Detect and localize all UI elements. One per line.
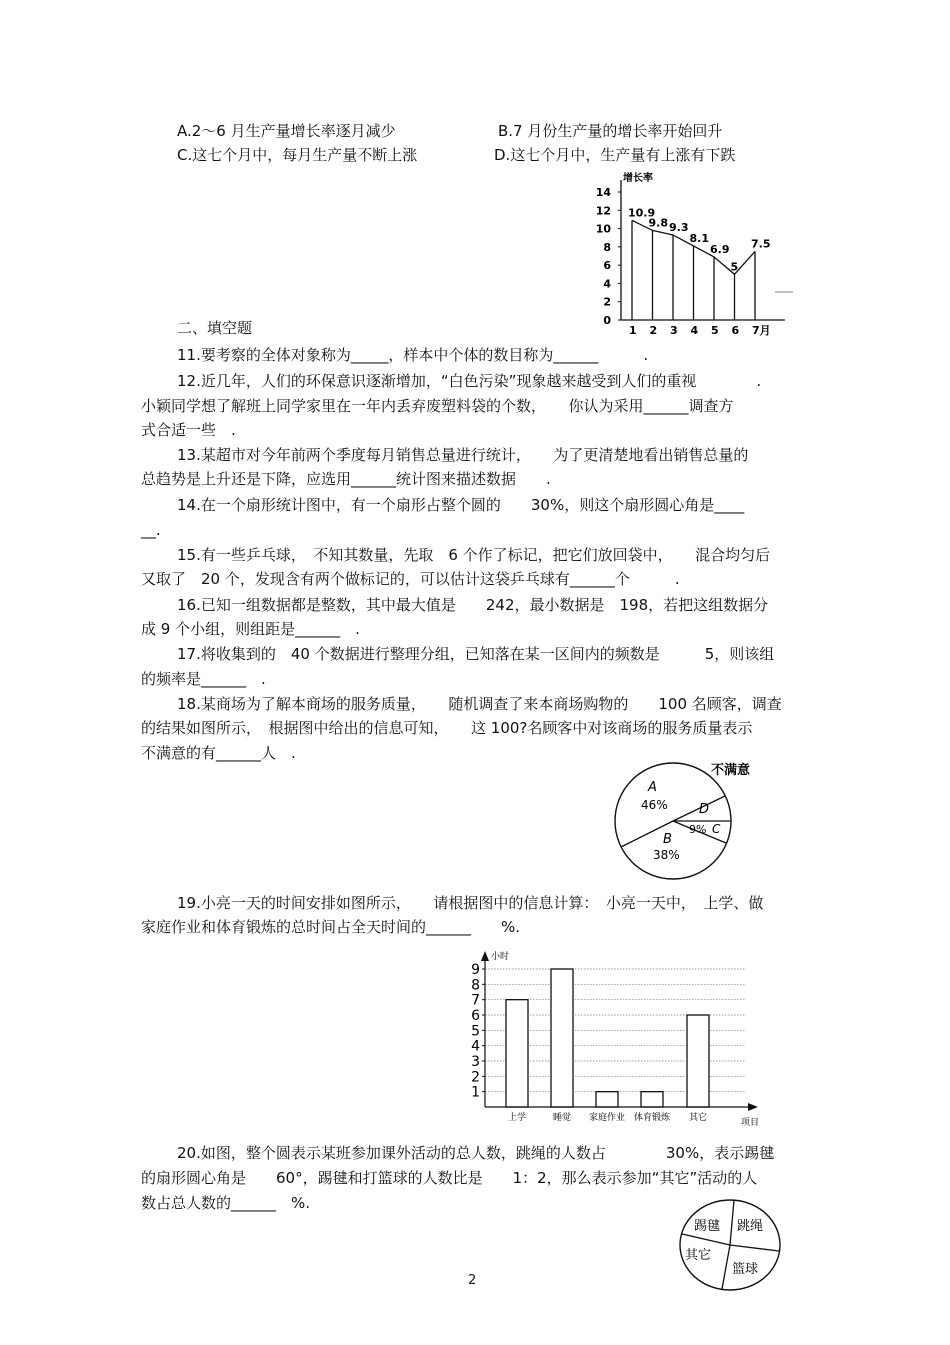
activities-pie-chart xyxy=(674,1196,789,1296)
slice-tijian-label: 踢毽 xyxy=(694,1219,721,1234)
question-15-line-1: 15.有一些乒乓球， 不知其数量，先取 6 个作了标记，把它们放回袋中， 混合均匀后 xyxy=(177,546,771,564)
question-12-line-1: 12.近几年，人们的环保意识逐渐增加，“白色污染”现象越来越受到人们的重视 . xyxy=(177,372,762,390)
daily-schedule-bar-chart xyxy=(465,945,770,1130)
slice-boundary xyxy=(682,1234,730,1245)
y-tick-label: 2 xyxy=(471,1069,480,1086)
option-a: A.2～6 月生产量增长率逐月减少 xyxy=(177,122,396,140)
y-tick-label: 6 xyxy=(603,259,611,273)
y-tick-label: 1 xyxy=(471,1084,480,1101)
y-tick-label: 2 xyxy=(603,295,611,309)
y-tick-label: 8 xyxy=(471,977,480,994)
growth-rate-line-chart xyxy=(585,168,810,340)
question-20-line-1: 20.如图，整个圆表示某班参加课外活动的总人数，跳绳的人数占 30%，表示踢毽 xyxy=(177,1144,775,1162)
y-tick-label: 10 xyxy=(595,222,611,236)
y-tick-label: 5 xyxy=(471,1023,480,1040)
slice-d-label: D xyxy=(699,802,710,817)
x-tick-label: 1 xyxy=(629,324,637,337)
x-tick-label: 3 xyxy=(670,324,678,337)
x-tick-label: 7月 xyxy=(752,324,771,337)
bar xyxy=(687,1015,709,1107)
slice-c-label: C xyxy=(712,822,721,836)
y-tick-label: 8 xyxy=(603,240,611,254)
question-15-line-2: 又取了 20 个，发现含有两个做标记的，可以估计这袋乒乓球有______个 . xyxy=(141,570,680,588)
slice-boundary xyxy=(730,1245,779,1251)
bar xyxy=(641,1092,663,1107)
slice-a-label: A xyxy=(648,780,657,795)
option-c: C.这七个月中，每月生产量不断上涨 xyxy=(177,146,418,164)
slice-tiaosheng-label: 跳绳 xyxy=(737,1219,764,1234)
category-label: 其它 xyxy=(688,1113,708,1123)
question-18-line-1: 18.某商场为了解本商场的服务质量， 随机调查了来本商场购物的 100 名顾客，调查 xyxy=(177,695,782,713)
question-12-line-3: 式合适一些 . xyxy=(141,421,236,439)
slice-c-percent: 9% xyxy=(689,823,707,836)
y-tick-label: 4 xyxy=(603,277,611,291)
x-axis-label: 项目 xyxy=(741,1118,760,1128)
slice-b-percent: 38% xyxy=(653,848,680,862)
question-12-line-2: 小颖同学想了解班上同学家里在一年内丢弃废塑料袋的个数， 你认为采用______调查方 xyxy=(141,397,734,415)
question-13-line-2: 总趋势是上升还是下降，应选用______统计图来描述数据 . xyxy=(141,470,551,488)
option-d: D.这七个月中，生产量有上涨有下跌 xyxy=(494,146,736,164)
satisfaction-pie-chart xyxy=(603,755,763,880)
slice-qita-label: 其它 xyxy=(685,1248,712,1263)
category-label: 家庭作业 xyxy=(588,1113,626,1123)
data-value-label: 8.1 xyxy=(689,231,709,245)
question-19-line-1: 19.小亮一天的时间安排如图所示， 请根据图中的信息计算： 小亮一天中， 上学、做 xyxy=(177,894,764,912)
data-value-label: 9.3 xyxy=(669,220,689,234)
question-14-line-2: __. xyxy=(141,521,161,539)
y-tick-label: 14 xyxy=(595,186,611,199)
y-axis-label: 小时 xyxy=(491,952,510,962)
question-11: 11.要考察的全体对象称为_____，样本中个体的数目称为______ . xyxy=(177,346,649,364)
question-19-line-2: 家庭作业和体育锻炼的总时间占全天时间的______ %. xyxy=(141,918,521,936)
page-number: 2 xyxy=(468,1273,477,1288)
question-14-line-1: 14.在一个扇形统计图中，有一个扇形占整个圆的 30%，则这个扇形圆心角是____ xyxy=(177,496,745,514)
slice-boundary xyxy=(730,1200,734,1245)
question-17-line-2: 的频率是______ . xyxy=(141,670,266,688)
x-axis-arrow xyxy=(748,1103,758,1111)
x-tick-label: 6 xyxy=(731,324,740,337)
unsatisfied-label: 不满意 xyxy=(711,763,751,778)
data-value-label: 5 xyxy=(730,260,739,274)
question-16-line-2: 成 9 个小组，则组距是______ . xyxy=(141,620,360,638)
slice-a-percent: 46% xyxy=(641,798,668,812)
data-value-label: 10.9 xyxy=(628,206,656,220)
y-tick-label: 3 xyxy=(471,1054,480,1070)
x-tick-label: 2 xyxy=(649,324,658,337)
x-tick-label: 5 xyxy=(711,324,719,337)
question-13-line-1: 13.某超市对今年前两个季度每月销售总量进行统计， 为了更清楚地看出销售总量的 xyxy=(177,446,749,464)
y-axis-label: 增长率 xyxy=(623,173,653,184)
x-tick-label: 4 xyxy=(690,324,699,337)
slice-b-label: B xyxy=(663,832,672,847)
question-17-line-1: 17.将收集到的 40 个数据进行整理分组，已知落在某一区间内的频数是 5，则该组 xyxy=(177,645,775,663)
bar xyxy=(596,1092,618,1107)
question-16-line-1: 16.已知一组数据都是整数，其中最大值是 242，最小数据是 198，若把这组数据分 xyxy=(177,596,769,614)
question-18-line-2: 的结果如图所示， 根据图中给出的信息可知， 这 100?名顾客中对该商场的服务质量表示 xyxy=(141,719,753,737)
slice-lanqiu-label: 篮球 xyxy=(732,1262,759,1277)
slice-boundary xyxy=(722,1245,730,1289)
y-axis-arrow xyxy=(481,951,489,961)
section-heading: 二、填空题 xyxy=(177,319,253,337)
data-value-label: 6.9 xyxy=(710,242,730,256)
category-label: 睡觉 xyxy=(552,1113,572,1123)
category-label: 体育锻炼 xyxy=(633,1113,671,1123)
question-18-line-3: 不满意的有______人 . xyxy=(141,744,296,762)
y-tick-label: 7 xyxy=(471,992,480,1009)
y-tick-label: 0 xyxy=(603,314,611,327)
data-value-label: 7.5 xyxy=(751,237,771,251)
bar xyxy=(506,1000,528,1107)
bar xyxy=(551,969,573,1107)
y-tick-label: 12 xyxy=(595,204,611,218)
y-tick-label: 9 xyxy=(471,962,480,978)
data-value-label: 9.8 xyxy=(648,216,668,230)
question-20-line-3: 数占总人数的______ %. xyxy=(141,1194,311,1212)
option-b: B.7 月份生产量的增长率开始回升 xyxy=(498,122,723,140)
question-20-line-2: 的扇形圆心角是 60°，踢毽和打篮球的人数比是 1：2，那么表示参加“其它”活动的人 xyxy=(141,1169,758,1187)
y-tick-label: 4 xyxy=(471,1038,480,1055)
category-label: 上学 xyxy=(507,1113,527,1123)
y-tick-label: 6 xyxy=(471,1008,480,1024)
